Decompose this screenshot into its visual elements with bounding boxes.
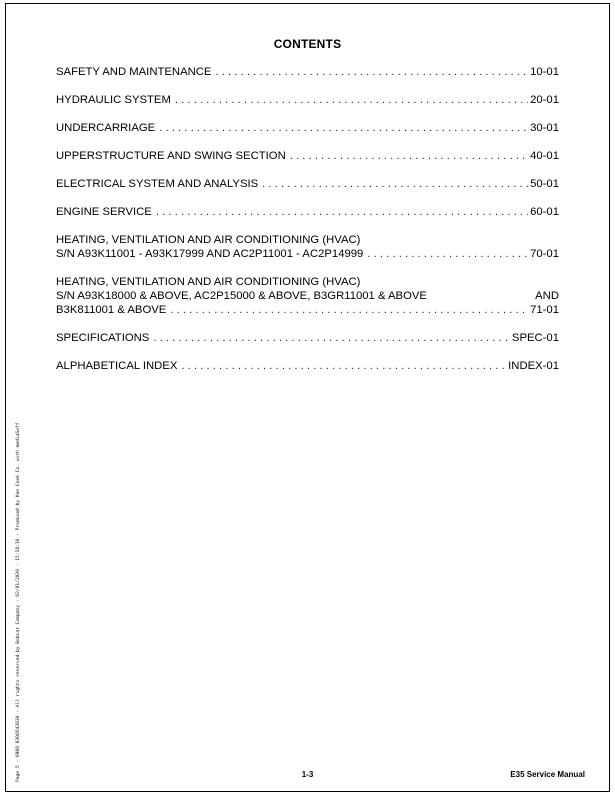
copyright-side-note: Page 5 - 6988 6300543030 - All rights reserved by Bobcat Company - 02/01/2020 - 15:18:16 - Produced by Ken Cook Co. with mediaSoff bbox=[16, 422, 21, 782]
toc-entry-label: ALPHABETICAL INDEX bbox=[56, 360, 178, 372]
toc-entry-label: SPECIFICATIONS bbox=[56, 332, 150, 344]
toc-entry-label: HYDRAULIC SYSTEM bbox=[56, 94, 171, 106]
leader-dots bbox=[153, 331, 510, 345]
toc-entry-page: 50-01 bbox=[530, 178, 559, 190]
toc-entry-upperstructure[interactable] bbox=[56, 149, 559, 163]
toc-entry-label: ENGINE SERVICE bbox=[56, 206, 152, 218]
leader-dots bbox=[215, 65, 528, 79]
toc-entry-page: INDEX-01 bbox=[508, 360, 559, 372]
toc-entry-label: UNDERCARRIAGE bbox=[56, 122, 156, 134]
toc-entry-index[interactable] bbox=[56, 359, 559, 373]
leader-dots bbox=[175, 93, 528, 107]
toc-entry-undercarriage[interactable] bbox=[56, 121, 559, 135]
toc-entry-label: SAFETY AND MAINTENANCE bbox=[56, 66, 212, 78]
toc-entry-page: 40-01 bbox=[530, 150, 559, 162]
toc-entry-page: 70-01 bbox=[530, 248, 559, 260]
leader-dots bbox=[367, 247, 528, 261]
footer-manual-name: E35 Service Manual bbox=[510, 770, 585, 779]
leader-dots bbox=[262, 177, 528, 191]
toc-entry-hydraulic[interactable] bbox=[56, 93, 559, 107]
toc-entry-label-line1: HEATING, VENTILATION AND AIR CONDITIONING (HVAC) bbox=[56, 276, 361, 288]
toc-entry-page: SPEC-01 bbox=[511, 332, 559, 344]
leader-dots bbox=[290, 149, 528, 163]
toc-entry-safety[interactable] bbox=[56, 65, 559, 79]
toc-entry-label-line2: S/N A93K11001 - A93K17999 AND AC2P11001 - AC2P14999 bbox=[56, 248, 364, 260]
toc-entry-page: 10-01 bbox=[530, 66, 559, 78]
leader-dots bbox=[170, 303, 528, 317]
toc-entry-page: 71-01 bbox=[530, 304, 559, 316]
leader-dots bbox=[156, 205, 528, 219]
toc-entry-specifications[interactable] bbox=[56, 331, 559, 345]
toc-entry-label-line2: S/N A93K18000 & ABOVE, AC2P15000 & ABOVE, B3GR11001 & ABOVE bbox=[56, 290, 427, 302]
footer-page-number: 1-3 bbox=[301, 770, 314, 779]
page-title: CONTENTS bbox=[273, 37, 342, 51]
toc-entry-page: 30-01 bbox=[530, 122, 559, 134]
toc-entry-label: UPPERSTRUCTURE AND SWING SECTION bbox=[56, 150, 286, 162]
toc-entry-label-line2-end: AND bbox=[535, 290, 559, 302]
toc-entry-label-line1: HEATING, VENTILATION AND AIR CONDITIONING (HVAC) bbox=[56, 234, 361, 246]
toc-entry-hvac-2[interactable] bbox=[56, 275, 559, 317]
leader-dots bbox=[159, 121, 528, 135]
toc-entry-label-line3: B3K811001 & ABOVE bbox=[56, 304, 167, 316]
toc-entry-electrical[interactable] bbox=[56, 177, 559, 191]
toc-entry-hvac-1[interactable] bbox=[56, 233, 559, 261]
toc-entry-page: 20-01 bbox=[530, 94, 559, 106]
leader-dots bbox=[181, 359, 506, 373]
toc-entry-label: ELECTRICAL SYSTEM AND ANALYSIS bbox=[56, 178, 259, 190]
toc-entry-page: 60-01 bbox=[530, 206, 559, 218]
toc-entry-engine[interactable] bbox=[56, 205, 559, 219]
